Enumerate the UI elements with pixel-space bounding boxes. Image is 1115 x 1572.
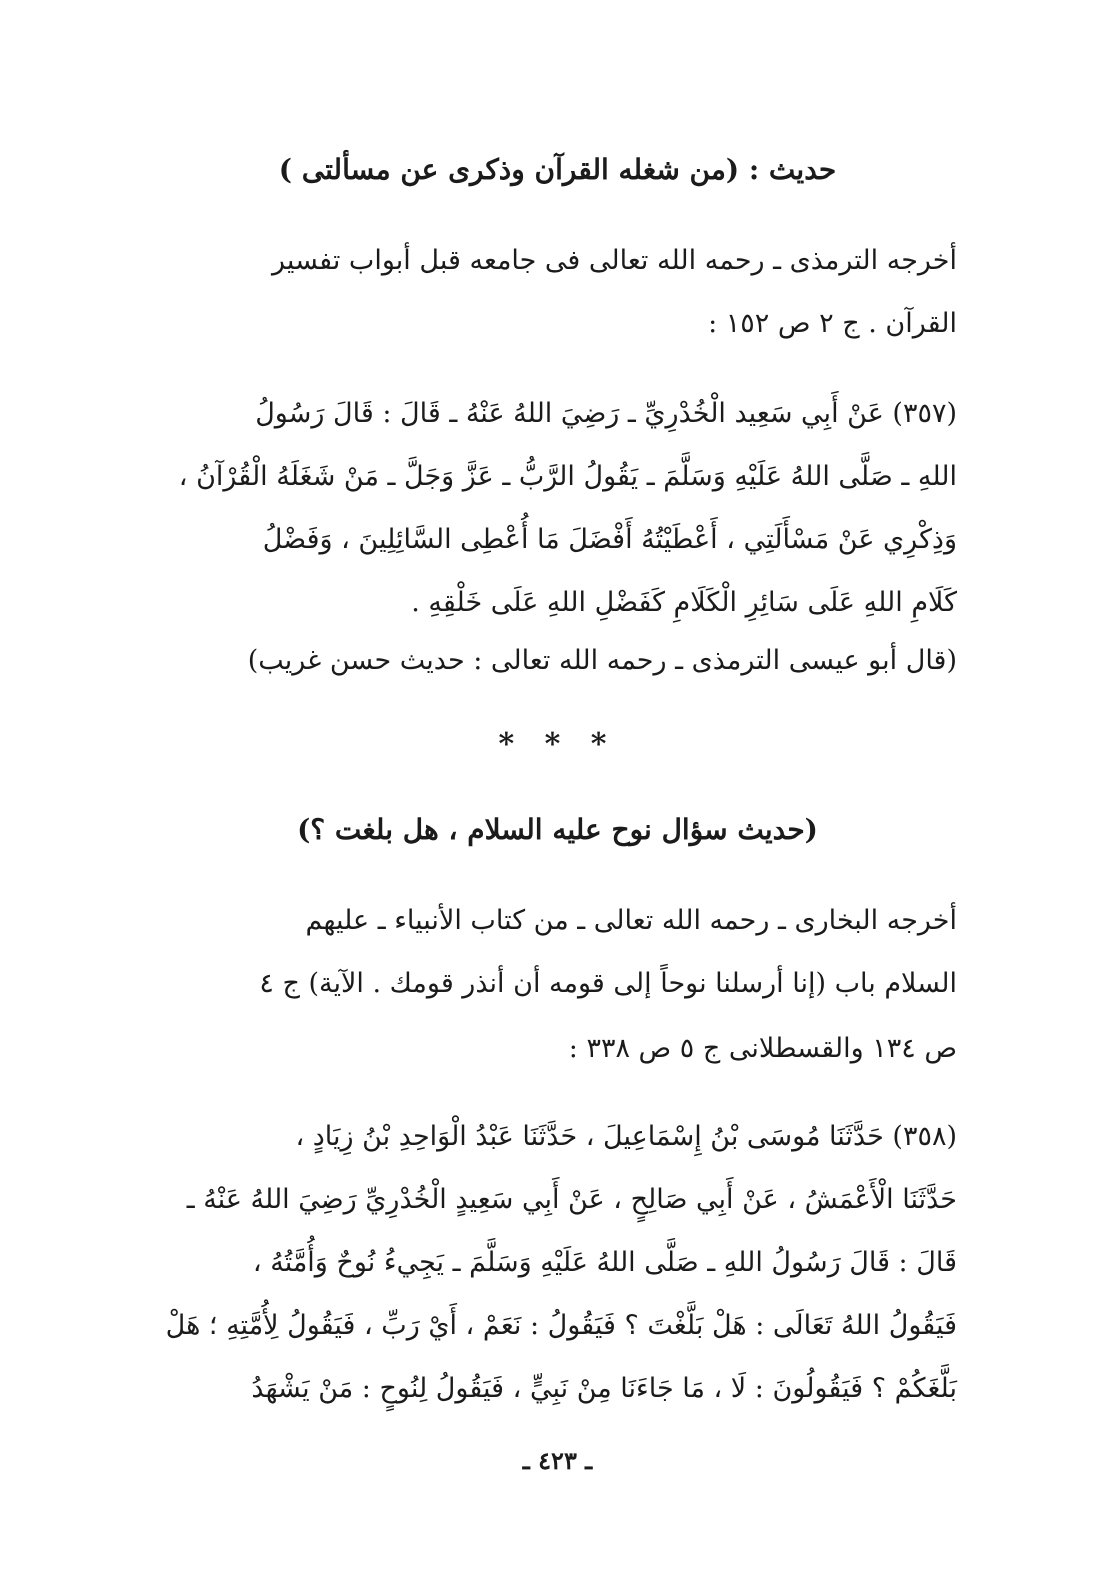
- section-separator: * * *: [498, 727, 617, 762]
- hadith-2-source-line: السلام باب (إنا أرسلنا نوحاً إلى قومه أن أنذر قومك . الآية) ج ٤: [259, 968, 957, 999]
- hadith-1-text-line: وَذِكْرِي عَنْ مَسْأَلَتِي ، أَعْطَيْتُهُ أَفْضَلَ مَا أُعْطِى السَّائِلِينَ ، وَفَضْلُ: [262, 524, 957, 555]
- hadith-1-text-line: (٣٥٧) عَنْ أَبِي سَعِيد الْخُدْرِيِّ ـ رَضِيَ اللهُ عَنْهُ ـ قَالَ : قَالَ رَسُولُ: [255, 398, 957, 429]
- hadith-2-text-line: قَالَ : قَالَ رَسُولُ اللهِ ـ صَلَّى اللهُ عَلَيْهِ وَسَلَّمَ ـ يَجِيءُ نُوحٌ وَأُمَّتُهُ ،: [252, 1247, 957, 1278]
- hadith-2-text-line: بَلَّغَكُمْ ؟ فَيَقُولُونَ : لَا ، مَا جَاءَنَا مِنْ نَبِيٍّ ، فَيَقُولُ لِنُوحٍ : مَنْ يَشْهَدُ: [251, 1373, 957, 1404]
- hadith-2-text-line: (٣٥٨) حَدَّثَنَا مُوسَى بْنُ إِسْمَاعِيلَ ، حَدَّثَنَا عَبْدُ الْوَاحِدِ بْنُ زِيَادٍ ،: [295, 1121, 957, 1152]
- hadith-2-source-line: أخرجه البخارى ـ رحمه الله تعالى ـ من كتاب الأنبياء ـ عليهم: [305, 905, 957, 936]
- hadith-1-text-line: كَلَامِ اللهِ عَلَى سَائِرِ الْكَلَامِ كَفَضْلِ اللهِ عَلَى خَلْقِهِ .: [411, 587, 957, 618]
- hadith-1-source-line: القرآن . ج ٢ ص ١٥٢ :: [708, 308, 957, 339]
- page-number: ـ ٤٢٣ ـ: [522, 1446, 593, 1475]
- hadith-1-source-line: أخرجه الترمذى ـ رحمه الله تعالى فى جامعه قبل أبواب تفسير: [272, 245, 957, 276]
- hadith-1-text-line: اللهِ ـ صَلَّى اللهُ عَلَيْهِ وَسَلَّمَ ـ يَقُولُ الرَّبُّ ـ عَزَّ وَجَلَّ ـ مَنْ شَغَلَهُ الْقُرْآنُ ،: [178, 461, 957, 492]
- hadith-2-title: (حديث سؤال نوح عليه السلام ، هل بلغت ؟): [297, 813, 818, 846]
- hadith-1-grade: (قال أبو عيسى الترمذى ـ رحمه الله تعالى : حديث حسن غريب): [247, 645, 957, 676]
- hadith-2-text-line: فَيَقُولُ اللهُ تَعَالَى : هَلْ بَلَّغْتَ ؟ فَيَقُولُ : نَعَمْ ، أَيْ رَبِّ ، فَيَقُولُ لِأُمَّتِهِ ؛ هَلْ: [165, 1310, 957, 1341]
- hadith-1-title: حديث : (من شغله القرآن وذكرى عن مسألتى ): [278, 153, 837, 186]
- hadith-2-source-line: ص ١٣٤ والقسطلانى ج ٥ ص ٣٣٨ :: [568, 1033, 957, 1064]
- hadith-2-text-line: حَدَّثَنَا الْأَعْمَشُ ، عَنْ أَبِي صَالِحٍ ، عَنْ أَبِي سَعِيدٍ الْخُدْرِيِّ رَضِيَ اللهُ عَنْهُ ـ: [186, 1184, 957, 1215]
